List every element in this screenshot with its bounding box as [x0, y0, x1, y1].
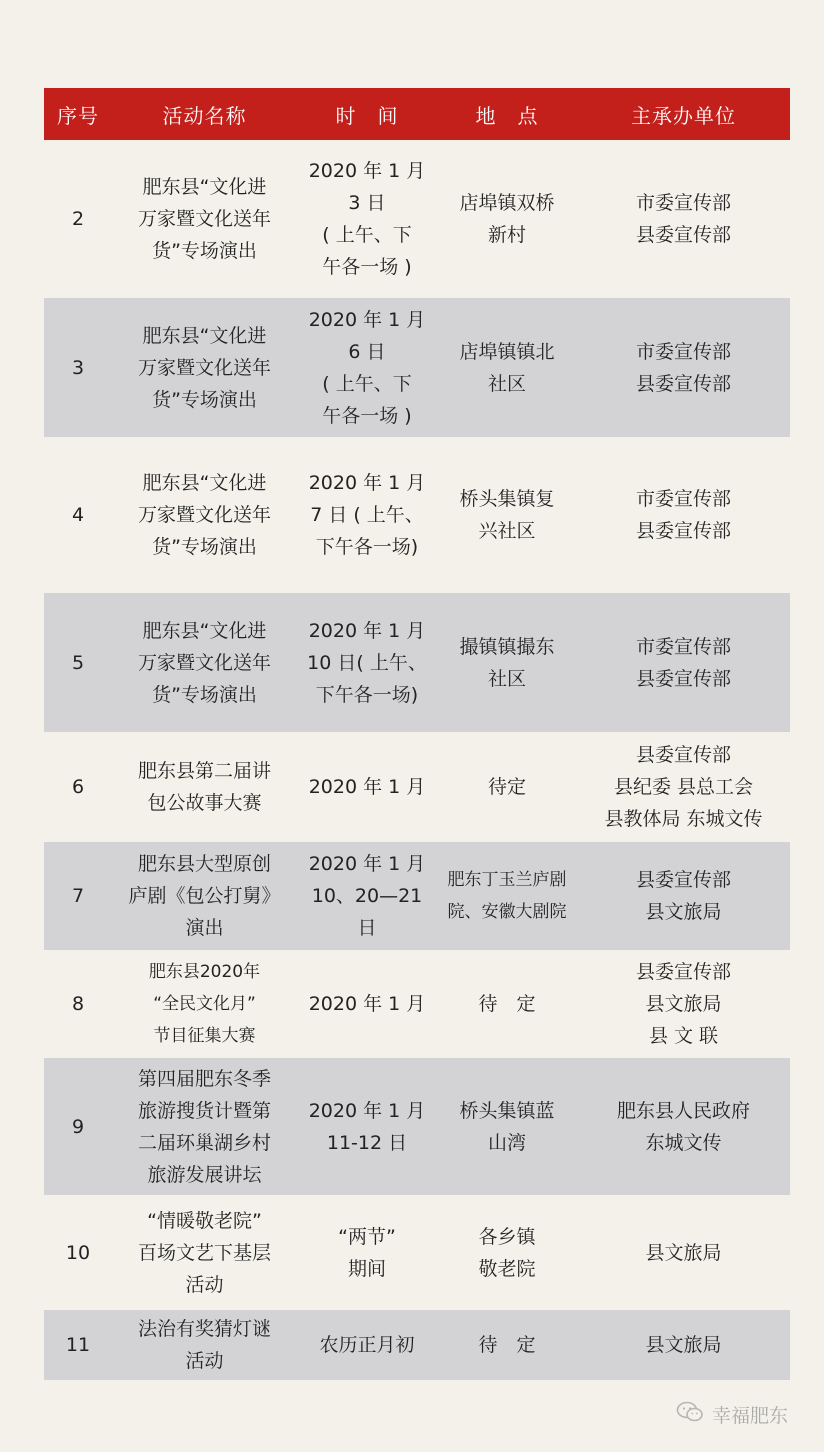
cell-org: 县委宣传部 县文旅局 县 文 联	[577, 952, 790, 1056]
header-no: 序号	[44, 88, 112, 142]
cell-org: 市委宣传部 县委宣传部	[577, 439, 790, 591]
cell-name: 肥东县“文化进 万家暨文化送年 货”专场演出	[112, 439, 297, 591]
cell-name: 肥东县大型原创 庐剧《包公打舅》 演出	[112, 840, 297, 952]
cell-time: 2020 年 1 月 10 日( 上午、 下午各一场)	[297, 591, 437, 734]
header-org: 主承办单位	[577, 88, 790, 142]
cell-place: 待 定	[437, 1308, 577, 1380]
cell-time: 2020 年 1 月	[297, 734, 437, 840]
cell-no: 6	[44, 734, 112, 840]
cell-no: 4	[44, 439, 112, 591]
cell-org: 县委宣传部 县纪委 县总工会 县教体局 东城文传	[577, 734, 790, 840]
cell-place: 待 定	[437, 952, 577, 1056]
cell-org: 肥东县人民政府 东城文传	[577, 1056, 790, 1197]
cell-time: 2020 年 1 月 10、20—21 日	[297, 840, 437, 952]
cell-time: “两节” 期间	[297, 1197, 437, 1308]
activity-table	[44, 88, 790, 1380]
table-row	[44, 1308, 790, 1380]
cell-time: 2020 年 1 月 3 日 ( 上午、下 午各一场 )	[297, 142, 437, 296]
cell-org: 县委宣传部 县文旅局	[577, 840, 790, 952]
cell-name: 肥东县“文化进 万家暨文化送年 货”专场演出	[112, 591, 297, 734]
cell-place: 店埠镇双桥 新村	[437, 142, 577, 296]
watermark-text: 幸福肥东	[712, 1405, 789, 1427]
cell-name: 第四届肥东冬季 旅游搜货计暨第 二届环巢湖乡村 旅游发展讲坛	[112, 1056, 297, 1197]
cell-name: 肥东县第二届讲 包公故事大赛	[112, 734, 297, 840]
cell-time: 2020 年 1 月 7 日 ( 上午、 下午各一场)	[297, 439, 437, 591]
cell-name: 法治有奖猜灯谜 活动	[112, 1308, 297, 1380]
header-place: 地 点	[437, 88, 577, 142]
cell-time: 农历正月初	[297, 1308, 437, 1380]
cell-no: 7	[44, 840, 112, 952]
cell-name: “情暖敬老院” 百场文艺下基层 活动	[112, 1197, 297, 1308]
cell-no: 10	[44, 1197, 112, 1308]
table-header-row	[44, 88, 790, 142]
header-name: 活动名称	[112, 88, 297, 142]
cell-org: 市委宣传部 县委宣传部	[577, 591, 790, 734]
table-row	[44, 296, 790, 439]
cell-name: 肥东县“文化进 万家暨文化送年 货”专场演出	[112, 142, 297, 296]
table-row	[44, 840, 790, 952]
cell-place: 待定	[437, 734, 577, 840]
cell-time: 2020 年 1 月 11-12 日	[297, 1056, 437, 1197]
cell-no: 2	[44, 142, 112, 296]
cell-org: 市委宣传部 县委宣传部	[577, 142, 790, 296]
cell-org: 县文旅局	[577, 1197, 790, 1308]
cell-name: 肥东县“文化进 万家暨文化送年 货”专场演出	[112, 296, 297, 439]
table-row	[44, 1056, 790, 1197]
cell-org: 县文旅局	[577, 1308, 790, 1380]
table-row	[44, 439, 790, 591]
cell-time: 2020 年 1 月	[297, 952, 437, 1056]
cell-place: 桥头集镇复 兴社区	[437, 439, 577, 591]
table-row	[44, 952, 790, 1056]
cell-name: 肥东县2020年 “全民文化月” 节目征集大赛	[112, 952, 297, 1056]
cell-place: 肥东丁玉兰庐剧 院、安徽大剧院	[437, 840, 577, 952]
cell-no: 3	[44, 296, 112, 439]
cell-time: 2020 年 1 月 6 日 ( 上午、下 午各一场 )	[297, 296, 437, 439]
wechat-icon	[676, 1401, 704, 1428]
table-row	[44, 142, 790, 296]
cell-place: 撮镇镇撮东 社区	[437, 591, 577, 734]
cell-place: 桥头集镇蓝 山湾	[437, 1056, 577, 1197]
table-row	[44, 591, 790, 734]
cell-org: 市委宣传部 县委宣传部	[577, 296, 790, 439]
header-time: 时 间	[297, 88, 437, 142]
table-row	[44, 1197, 790, 1308]
cell-place: 各乡镇 敬老院	[437, 1197, 577, 1308]
cell-no: 11	[44, 1308, 112, 1380]
table-row	[44, 734, 790, 840]
cell-no: 5	[44, 591, 112, 734]
cell-place: 店埠镇镇北 社区	[437, 296, 577, 439]
cell-no: 8	[44, 952, 112, 1056]
watermark	[676, 1401, 788, 1428]
cell-no: 9	[44, 1056, 112, 1197]
